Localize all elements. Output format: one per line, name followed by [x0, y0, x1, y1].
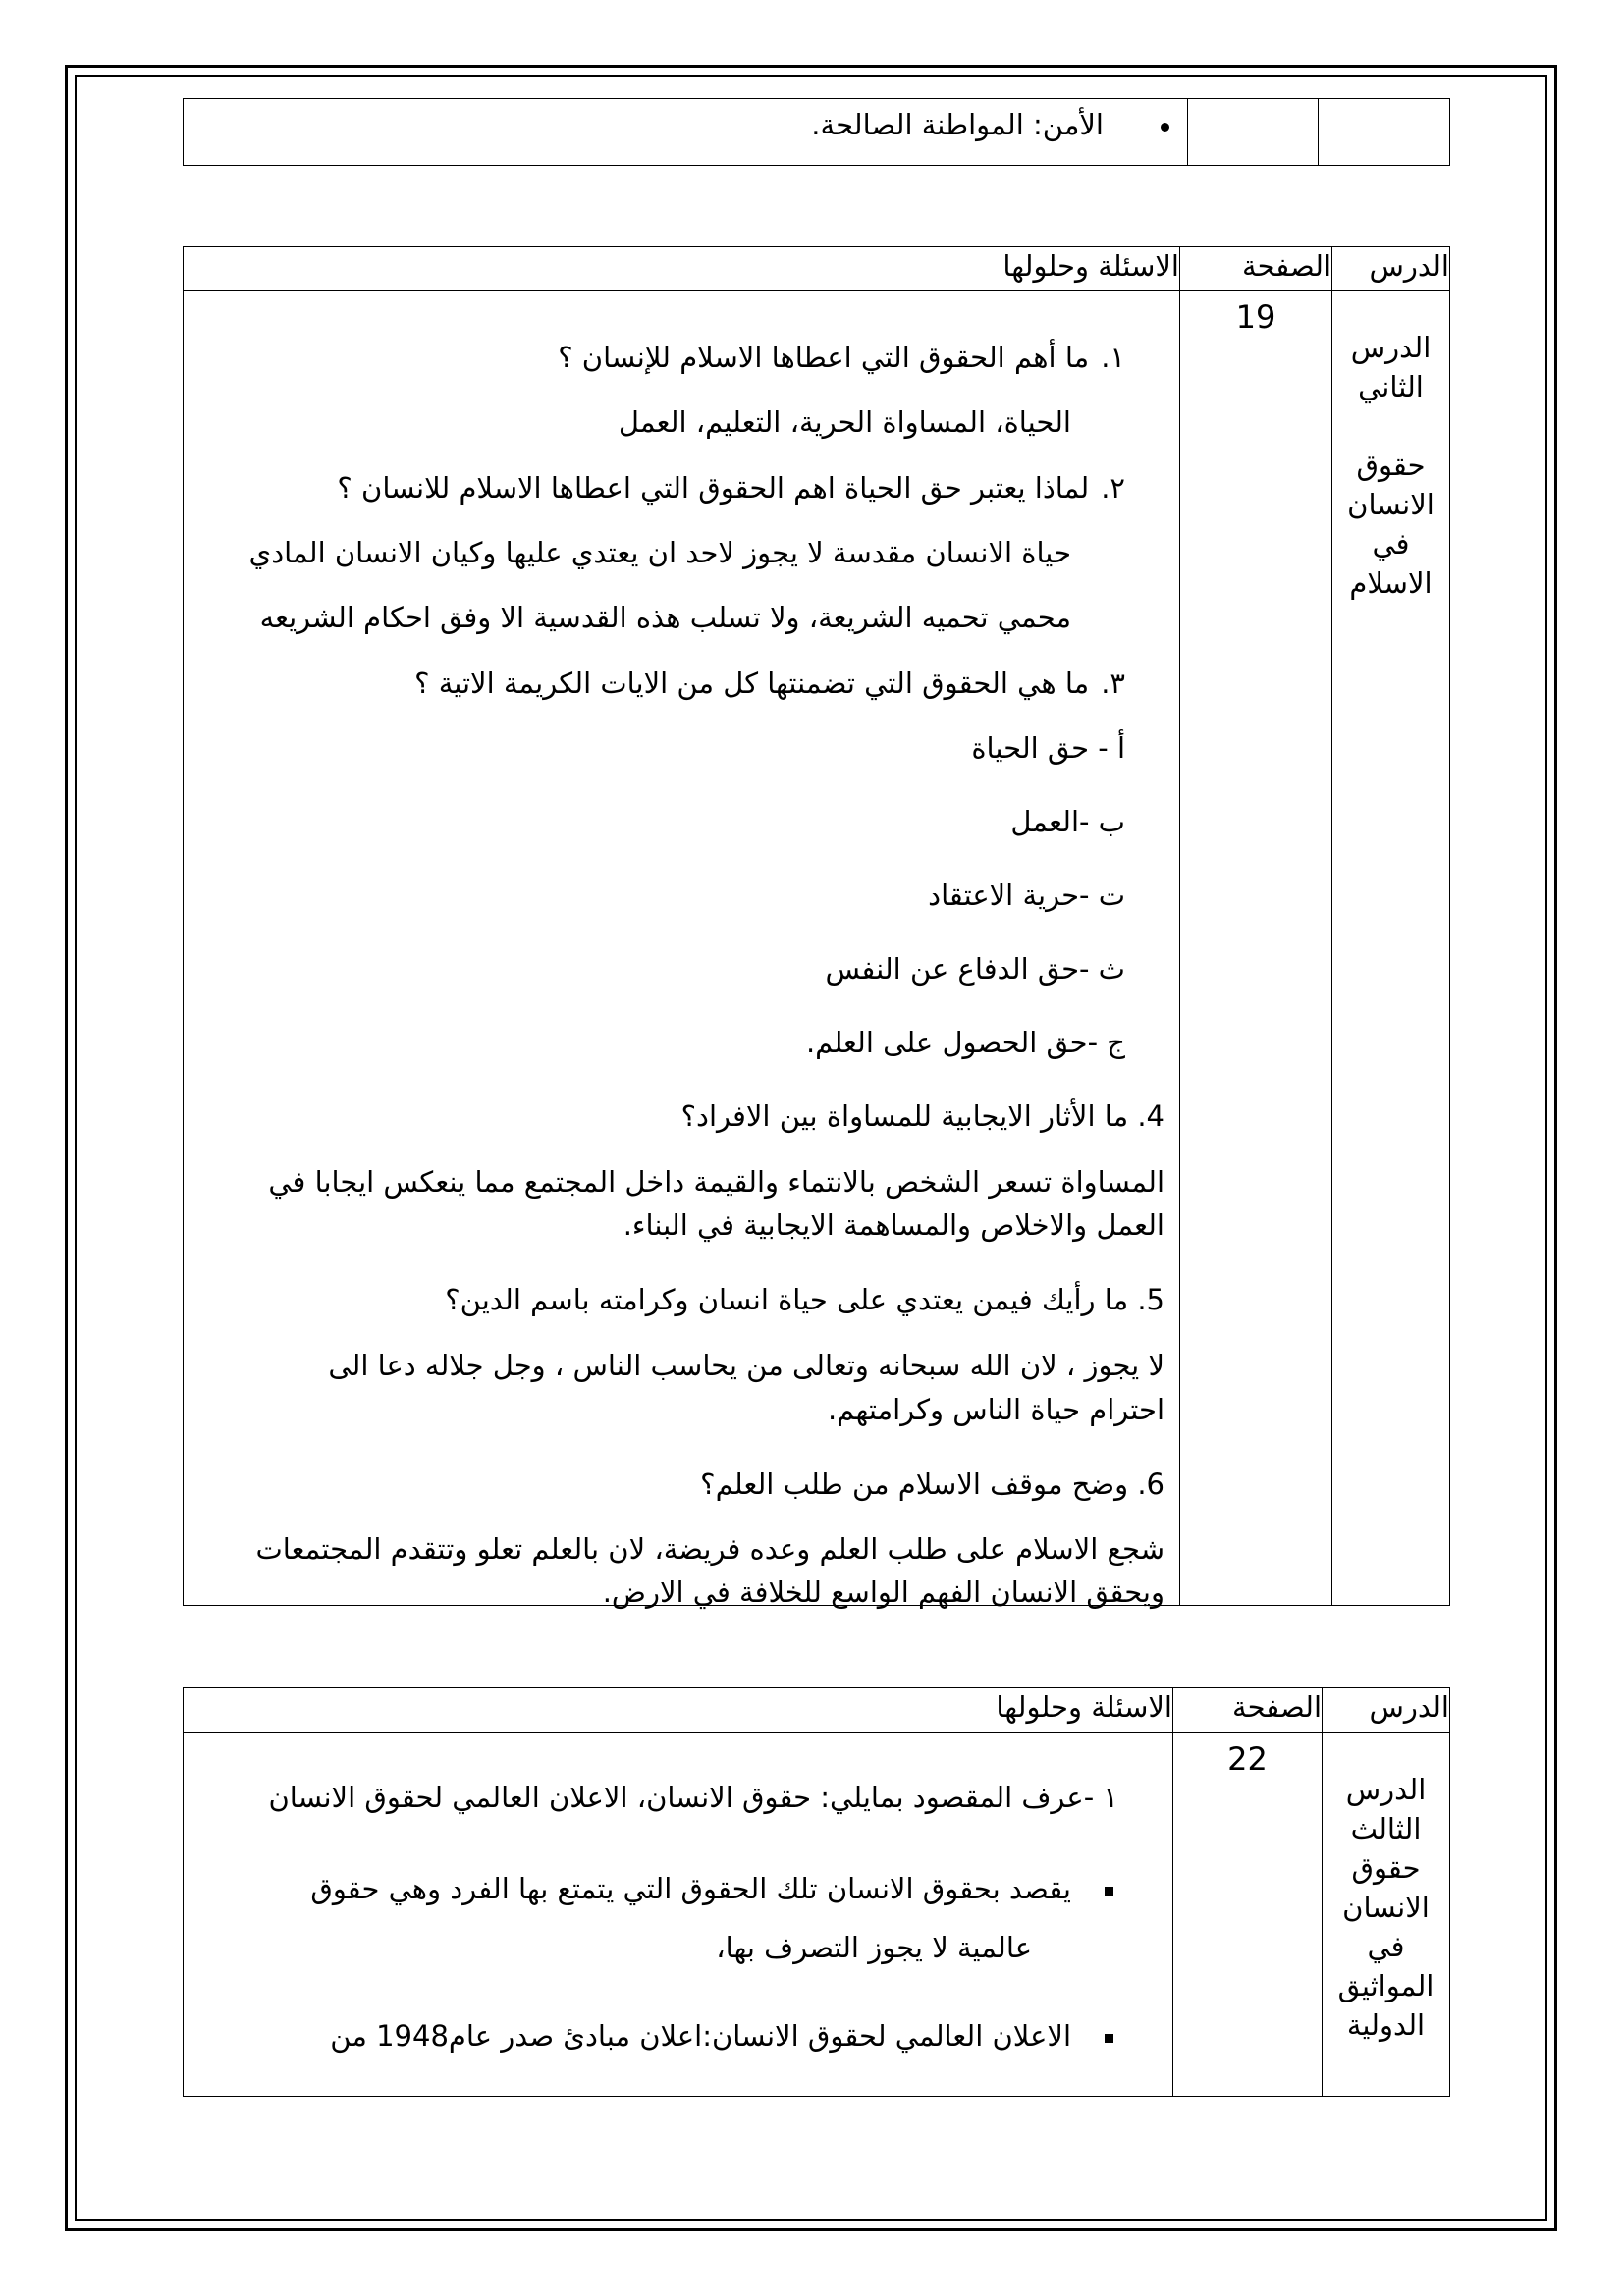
lesson-line: في	[1367, 1930, 1405, 1963]
header-questions: الاسئلة وحلولها	[184, 247, 1180, 291]
header-page: الصفحة	[1180, 247, 1332, 291]
answer-3-e: ج -حق الحصول على العلم.	[805, 1026, 1125, 1059]
question-1: ١.ما أهم الحقوق التي اعطاها الاسلام للإنسان ؟	[558, 341, 1125, 374]
bullet-item: الاعلان العالمي لحقوق الانسان:اعلان مبادئ صدر عام1948 من	[330, 2016, 1113, 2056]
question-2: ٢.لماذا يعتبر حق الحياة اهم الحقوق التي اعطاها الاسلام للانسان ؟	[337, 471, 1125, 505]
square-bullet-icon	[1105, 2034, 1113, 2043]
answer-2-line-1: حياة الانسان مقدسة لا يجوز لاحد ان يعتدي عليها وكيان الانسان المادي	[248, 536, 1071, 569]
top-table-lesson-cell	[1319, 99, 1450, 166]
lesson-line: الثاني	[1358, 370, 1424, 403]
answer-2-line-2: محمي تحميه الشريعة، ولا تسلب هذه القدسية الا وفق احكام الشريعه	[259, 601, 1071, 634]
lesson-line: الدرس	[1350, 331, 1432, 364]
questions-cell	[184, 1733, 1173, 2097]
header-questions: الاسئلة وحلولها	[184, 1688, 1173, 1733]
lesson-line: في	[1372, 527, 1410, 561]
questions-cell	[184, 291, 1180, 1609]
question-3: ٣.ما هي الحقوق التي تضمنتها كل من الايات الكريمة الاتية ؟	[414, 667, 1125, 700]
answer-3-b: ب -العمل	[1010, 805, 1125, 838]
question-4: 4. ما الأثار الايجابية للمساواة بين الافراد؟	[680, 1099, 1164, 1133]
answer-1: الحياة، المساواة الحرية، التعليم، العمل	[618, 405, 1071, 439]
answer-3-c: ت -حرية الاعتقاد	[928, 879, 1125, 912]
question-6: 6. وضح موقف الاسلام من طلب العلم؟	[700, 1468, 1164, 1501]
lesson-line: الانسان	[1347, 488, 1435, 521]
bullet-item	[811, 105, 1169, 144]
question-5: 5. ما رأيك فيمن يعتدي على حياة انسان وكرامته باسم الدين؟	[445, 1283, 1164, 1316]
answer-4-line-1: المساواة تسعر الشخص بالانتماء والقيمة داخل المجتمع مما ينعكس ايجابا في	[268, 1165, 1164, 1199]
lesson-line: الانسان	[1342, 1891, 1430, 1924]
answer-3-a: أ - حق الحياة	[971, 731, 1125, 765]
header-lesson: الدرس	[1332, 247, 1450, 291]
lesson-line: الاسلام	[1349, 566, 1433, 600]
page-number: 19	[1180, 291, 1332, 1606]
lesson-line: الدولية	[1346, 2008, 1426, 2042]
bullet-text: الأمن: المواطنة الصالحة.	[811, 108, 1104, 141]
lesson-three-table	[183, 1687, 1450, 2097]
header-page: الصفحة	[1173, 1688, 1323, 1733]
answer-6-line-2: ويحقق الانسان الفهم الواسع للخلافة في الارض.	[602, 1575, 1164, 1609]
answer-5-line-1: لا يجوز ، لان الله سبحانه وتعالى من يحاسب الناس ، وجل جلاله دعا الى	[328, 1349, 1164, 1382]
bullet-item: يقصد بحقوق الانسان تلك الحقوق التي يتمتع بها الفرد وهي حقوق	[310, 1869, 1113, 1908]
lesson-two-table	[183, 246, 1450, 1609]
square-bullet-icon	[1105, 1887, 1113, 1896]
header-lesson: الدرس	[1323, 1688, 1450, 1733]
page-number: 22	[1173, 1733, 1323, 2097]
lesson-line: المواثيق	[1337, 1969, 1435, 2002]
answer-4-line-2: العمل والاخلاص والمساهمة الايجابية في البناء.	[623, 1208, 1164, 1242]
answer-6-line-1: شجع الاسلام على طلب العلم وعده فريضة، لان بالعلم تعلو وتتقدم المجتمعات	[255, 1532, 1164, 1566]
answer-5-line-2: احترام حياة الناس وكرامتهم.	[827, 1393, 1164, 1426]
lesson-line: الدرس	[1345, 1773, 1427, 1806]
top-table-page-cell	[1188, 99, 1319, 166]
bullet-dot-icon	[1161, 123, 1169, 132]
lesson-name-cell	[1332, 291, 1450, 1606]
lesson-line: حقوق	[1356, 449, 1426, 482]
answer-3-d: ث -حق الدفاع عن النفس	[825, 952, 1125, 986]
question-1: ١ -عرف المقصود بمايلي: حقوق الانسان، الاعلان العالمي لحقوق الانسان	[268, 1781, 1118, 1814]
top-table-text-cell	[184, 99, 1188, 166]
lesson-line: الثالث	[1350, 1812, 1422, 1845]
top-table	[183, 98, 1450, 166]
bullet-continuation: عالمية لا يجوز التصرف بها،	[716, 1931, 1032, 1964]
lesson-line: حقوق	[1351, 1851, 1421, 1885]
lesson-name-cell	[1323, 1733, 1450, 2097]
